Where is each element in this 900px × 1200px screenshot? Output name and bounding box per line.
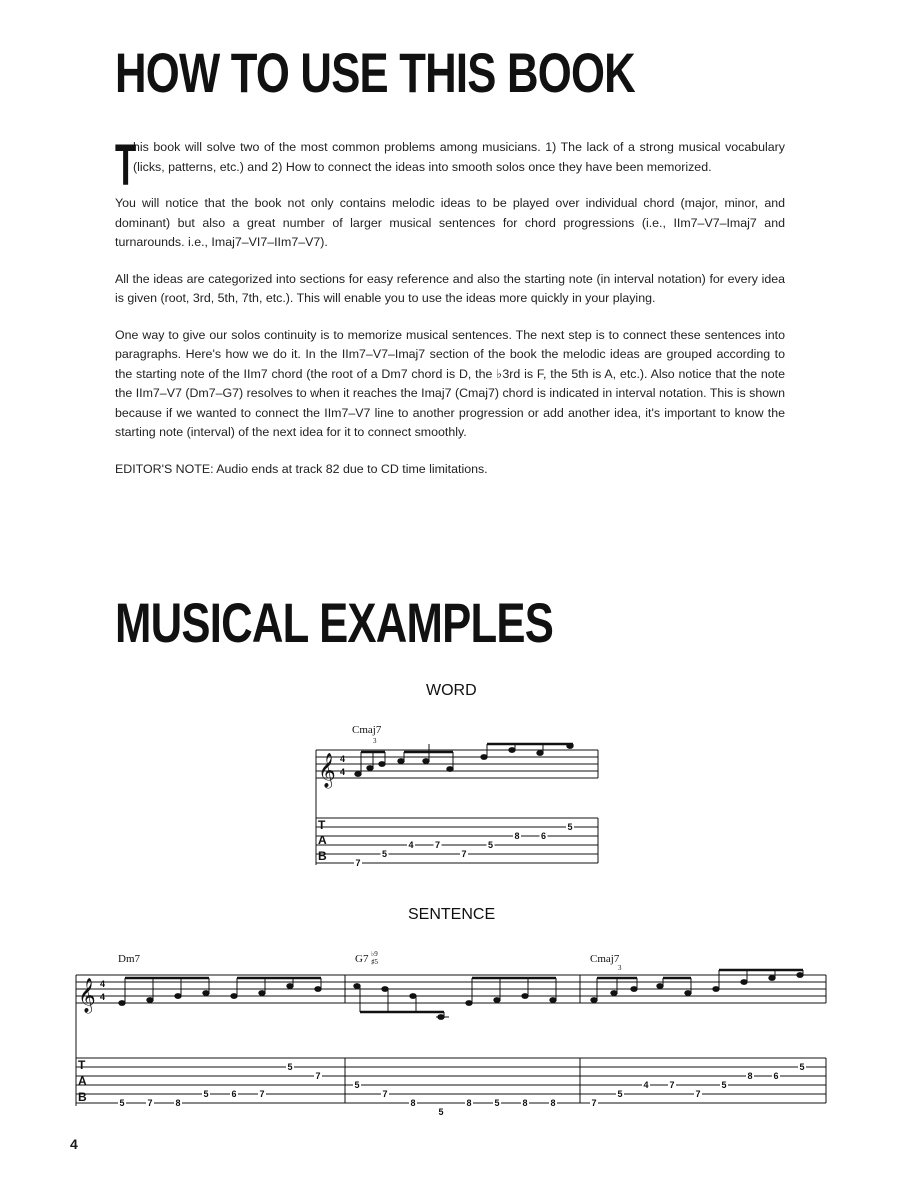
paragraph-4: One way to give our solos continuity is to memorize musical sentences. The next step is to connect these sentences into paragraphs. Here's how we do it. In the IIm7–V7–Imaj7 section of the book the melodic ideas are grouped according to the starting note of the IIm7 chord (the root of a Dm7 chord is D, the ♭3rd is F, the 5th is A, etc.). Also notice that the note the IIm7–V7 (Dm7–G7) resolves to when it reaches the Imaj7 (Cmaj7) chord is indicated in interval notation. This is shown because if we wanted to connect the IIm7–V7 line to another progression or add another idea, it's important to know the starting note (interval) of the next idea for it to connect smoothly. — [115, 327, 785, 439]
sentence-time-signature-top: 4 — [100, 979, 106, 989]
sentence-m3-tab-fret-3: 7 — [669, 1080, 675, 1090]
sentence-m3-tab-fret-5: 5 — [721, 1080, 727, 1090]
sentence-noteheads — [119, 970, 803, 1019]
section-heading-how-to-use: HOW TO USE THIS BOOK — [115, 41, 635, 104]
sentence-m1-tab-fret-7: 7 — [315, 1071, 321, 1081]
sentence-time-signature-bottom: 4 — [100, 992, 106, 1002]
sentence-m3-tab-fret-6: 8 — [747, 1071, 753, 1081]
sentence-tab-letter-t: T — [78, 1058, 86, 1072]
sentence-m1-tab-fret-0: 5 — [119, 1098, 125, 1108]
sentence-m3-tab-fret-2: 4 — [643, 1080, 649, 1090]
word-tab-fret-2: 4 — [408, 840, 414, 850]
word-tab-fret-6: 8 — [514, 831, 520, 841]
sentence-m1-tab-fret-1: 7 — [147, 1098, 153, 1108]
word-time-signature-top: 4 — [340, 754, 346, 764]
word-tab-letter-a: A — [318, 833, 327, 847]
sentence-tab-letter-a: A — [78, 1074, 87, 1088]
sentence-m1-tab-fret-4: 6 — [231, 1089, 237, 1099]
word-tab-fret-7: 6 — [541, 831, 547, 841]
sentence-m2-tab-fret-1: 7 — [382, 1089, 388, 1099]
word-tab-fret-4: 7 — [461, 849, 467, 859]
word-triplet-mark: 3 — [373, 737, 377, 745]
word-tab-fret-1: 5 — [382, 849, 388, 859]
sentence-chord-g7-sharp5: ♯5 — [371, 958, 378, 966]
word-tab-fret-8: 5 — [567, 822, 573, 832]
sentence-m3-tab-fret-8: 5 — [799, 1062, 805, 1072]
sentence-m3-tab-fret-4: 7 — [695, 1089, 701, 1099]
sentence-m2-tab-fret-6: 8 — [522, 1098, 528, 1108]
sentence-m3-tab-fret-0: 7 — [591, 1098, 597, 1108]
sentence-m3-tab-fret-1: 5 — [617, 1089, 623, 1099]
paragraph-1-text: his book will solve two of the most common problems among musicians. 1) The lack of a strong musical vocabulary (licks, patterns, etc.) and 2) How to connect the ideas into smooth solos once they have been memorized. — [133, 140, 785, 174]
word-tab-fret-5: 5 — [488, 840, 494, 850]
word-tab-fret-0: 7 — [355, 858, 361, 868]
sentence-m3-tab-fret-7: 6 — [773, 1071, 779, 1081]
word-tab-letter-t: T — [318, 818, 326, 832]
sentence-m2-tab-fret-7: 8 — [550, 1098, 556, 1108]
example-title-sentence: SENTENCE — [408, 906, 496, 923]
word-tab-letter-b: B — [318, 849, 327, 863]
paragraph-3: All the ideas are categorized into sections for easy reference and also the starting note (in interval notation) for every idea is given (root, 3rd, 5th, 7th, etc.). This will enable you to use the ideas more quickly in your playing. — [115, 271, 785, 305]
sentence-tab-letter-b: B — [78, 1090, 87, 1104]
sentence-chord-g7: G7 — [355, 953, 369, 965]
example-title-word: WORD — [426, 682, 477, 699]
sentence-chord-g7-flat9: ♭9 — [371, 950, 378, 958]
sentence-chord-cmaj7: Cmaj7 — [590, 953, 620, 965]
treble-clef-icon: 𝄞 — [318, 753, 336, 788]
sentence-m2-tab-fret-3: 5 — [438, 1107, 444, 1117]
word-time-signature-bottom: 4 — [340, 767, 346, 777]
word-tab-fret-3: 7 — [435, 840, 441, 850]
sentence-m1-tab-fret-3: 5 — [203, 1089, 209, 1099]
drop-cap: T — [115, 133, 137, 198]
sentence-m1-tab-fret-6: 5 — [287, 1062, 293, 1072]
sentence-m2-tab-fret-0: 5 — [354, 1080, 360, 1090]
sentence-chord-dm7: Dm7 — [118, 953, 140, 965]
sentence-m1-tab-fret-2: 8 — [175, 1098, 181, 1108]
treble-clef-icon: 𝄞 — [78, 978, 96, 1013]
sentence-m2-tab-fret-5: 5 — [494, 1098, 500, 1108]
sentence-m2-tab-fret-4: 8 — [466, 1098, 472, 1108]
sentence-m1-tab-fret-5: 7 — [259, 1089, 265, 1099]
word-chord-cmaj7: Cmaj7 — [352, 724, 382, 736]
editors-note: EDITOR'S NOTE: Audio ends at track 82 due to CD time limitations. — [115, 461, 488, 476]
word-notation-staff — [316, 750, 598, 865]
sentence-notation-staff — [76, 975, 826, 1106]
page-number: 4 — [70, 1136, 78, 1152]
sentence-m2-tab-fret-2: 8 — [410, 1098, 416, 1108]
sentence-triplet-mark: 3 — [618, 964, 622, 972]
paragraph-2: You will notice that the book not only contains melodic ideas to be played over individual chord (major, minor, and dominant) but also a great number of larger musical sentences for chord progressions (i.e., IIm7–V7–Imaj7 and turnarounds. i.e., Imaj7–VI7–IIm7–V7). — [115, 196, 785, 249]
section-heading-musical-examples: MUSICAL EXAMPLES — [115, 591, 554, 654]
